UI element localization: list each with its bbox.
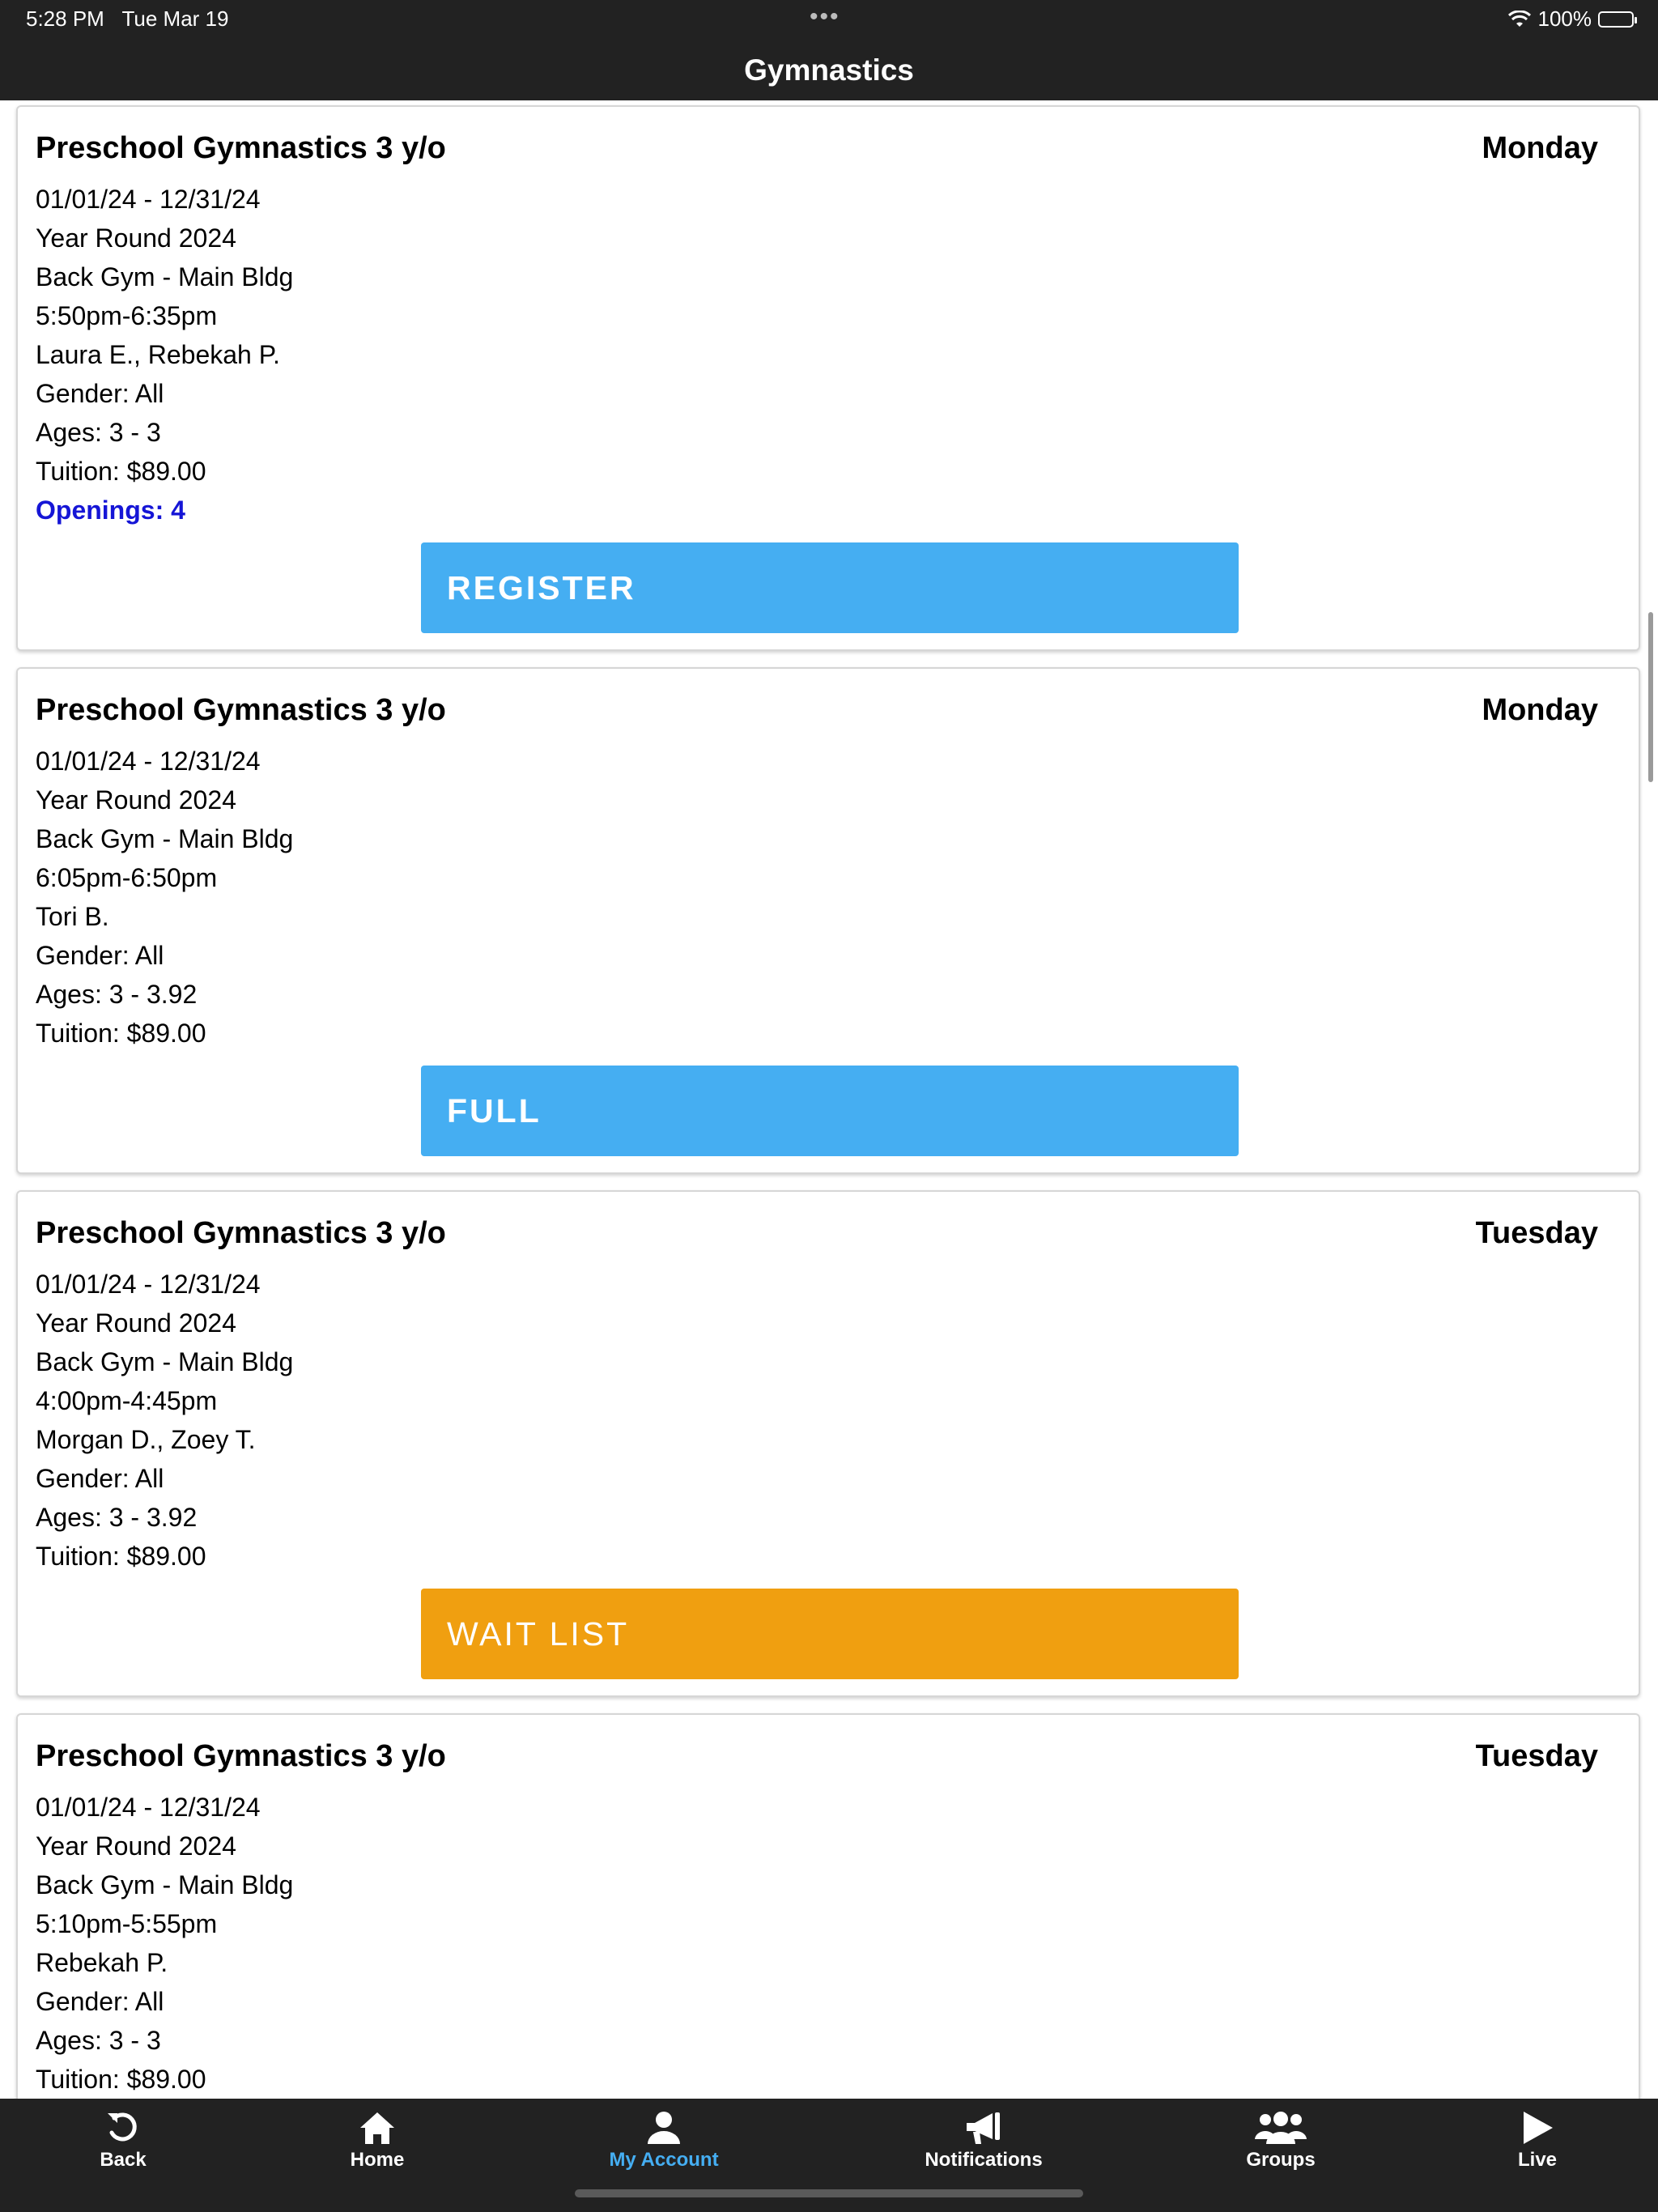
class-session: Year Round 2024 [36, 1831, 236, 1861]
tab-home-label: Home [350, 2149, 405, 2171]
class-card [16, 105, 1640, 651]
battery-percent: 100% [1537, 6, 1592, 31]
tab-my-account[interactable] [559, 2110, 769, 2172]
class-list[interactable] [0, 100, 1658, 2099]
top-bar [0, 0, 1658, 100]
class-instructors: Rebekah P. [36, 1948, 168, 1977]
class-ages: Ages: 3 - 3 [36, 418, 161, 447]
class-card [16, 1713, 1640, 2099]
class-dates: 01/01/24 - 12/31/24 [36, 747, 261, 776]
tab-groups[interactable] [1175, 2110, 1386, 2172]
class-ages: Ages: 3 - 3.92 [36, 980, 198, 1009]
class-ages: Ages: 3 - 3 [36, 2026, 161, 2055]
tab-home[interactable] [272, 2110, 483, 2172]
tab-notifications[interactable] [878, 2110, 1089, 2172]
undo-arrow-icon [104, 2110, 142, 2146]
tab-notifications-label: Notifications [925, 2149, 1043, 2171]
class-day: Monday [1482, 693, 1598, 727]
class-day: Tuesday [1475, 1216, 1598, 1250]
class-instructors: Laura E., Rebekah P. [36, 340, 280, 369]
class-location: Back Gym - Main Bldg [36, 1870, 294, 1899]
full-button[interactable]: FULL [421, 1066, 1239, 1156]
register-button[interactable]: REGISTER [421, 542, 1239, 633]
class-time: 6:05pm-6:50pm [36, 863, 218, 892]
class-ages: Ages: 3 - 3.92 [36, 1503, 198, 1532]
class-session: Year Round 2024 [36, 785, 236, 815]
class-title: Preschool Gymnastics 3 y/o [36, 693, 446, 727]
class-gender: Gender: All [36, 941, 164, 970]
tab-bar [0, 2099, 1658, 2212]
multitasking-dots-icon[interactable]: ••• [810, 3, 840, 30]
class-day: Tuesday [1475, 1739, 1598, 1773]
class-tuition: Tuition: $89.00 [36, 457, 206, 486]
class-title: Preschool Gymnastics 3 y/o [36, 131, 446, 165]
battery-icon [1598, 11, 1634, 28]
class-gender: Gender: All [36, 379, 164, 408]
tab-live[interactable] [1432, 2110, 1643, 2172]
class-card [16, 667, 1640, 1174]
class-gender: Gender: All [36, 1464, 164, 1493]
class-title: Preschool Gymnastics 3 y/o [36, 1216, 446, 1250]
class-day: Monday [1482, 131, 1598, 165]
scrollbar[interactable] [1648, 612, 1653, 782]
class-title: Preschool Gymnastics 3 y/o [36, 1739, 446, 1773]
home-indicator[interactable] [575, 2189, 1083, 2197]
class-openings: Openings: 4 [36, 496, 185, 525]
megaphone-icon [963, 2110, 1004, 2146]
class-dates: 01/01/24 - 12/31/24 [36, 1793, 261, 1822]
status-indicators [1507, 6, 1635, 32]
status-time: 5:28 PM Tue Mar 19 [26, 6, 229, 31]
class-tuition: Tuition: $89.00 [36, 1542, 206, 1571]
home-icon [358, 2110, 397, 2146]
user-icon [645, 2110, 682, 2146]
class-location: Back Gym - Main Bldg [36, 824, 294, 853]
class-gender: Gender: All [36, 1987, 164, 2016]
class-instructors: Morgan D., Zoey T. [36, 1425, 256, 1454]
class-session: Year Round 2024 [36, 223, 236, 253]
tab-back[interactable] [18, 2110, 228, 2172]
tab-groups-label: Groups [1246, 2149, 1316, 2171]
tab-live-label: Live [1517, 2149, 1558, 2171]
tab-back-label: Back [100, 2149, 147, 2171]
class-time: 4:00pm-4:45pm [36, 1386, 218, 1415]
class-session: Year Round 2024 [36, 1308, 236, 1338]
class-instructors: Tori B. [36, 902, 109, 931]
class-time: 5:50pm-6:35pm [36, 301, 218, 330]
wait-list-button[interactable]: WAIT LIST [421, 1589, 1239, 1679]
users-group-icon [1254, 2110, 1307, 2146]
class-time: 5:10pm-5:55pm [36, 1909, 218, 1938]
class-tuition: Tuition: $89.00 [36, 2065, 206, 2094]
class-dates: 01/01/24 - 12/31/24 [36, 185, 261, 214]
class-card [16, 1190, 1640, 1697]
class-location: Back Gym - Main Bldg [36, 262, 294, 291]
tab-my-account-label: My Account [609, 2149, 719, 2171]
class-dates: 01/01/24 - 12/31/24 [36, 1270, 261, 1299]
class-tuition: Tuition: $89.00 [36, 1019, 206, 1048]
play-icon [1519, 2110, 1556, 2146]
wifi-icon [1507, 11, 1532, 28]
class-location: Back Gym - Main Bldg [36, 1347, 294, 1376]
page-title: Gymnastics [744, 53, 914, 87]
